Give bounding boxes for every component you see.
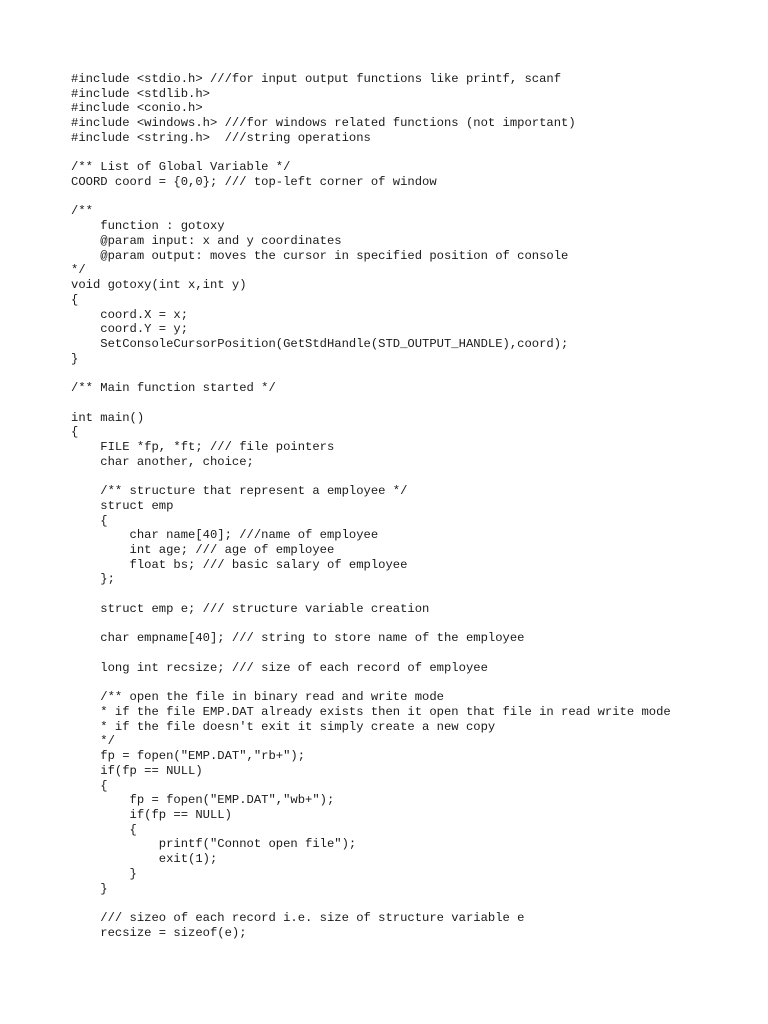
code-line [71, 469, 671, 484]
code-line: * if the file doesn't exit it simply create a new copy [71, 719, 496, 734]
code-line: /** [71, 204, 93, 219]
code-line: { [71, 292, 79, 307]
code-line [71, 190, 671, 205]
code-line: { [71, 778, 108, 793]
code-line [71, 646, 671, 661]
code-line: @param input: x and y coordinates [71, 233, 342, 248]
code-line: } [71, 881, 108, 896]
code-line [71, 896, 671, 911]
code-line: coord.X = x; [71, 307, 189, 322]
code-line: @param output: moves the cursor in specified position of console [71, 248, 569, 263]
code-line: /** open the file in binary read and write mode [71, 690, 444, 705]
code-line: /** Main function started */ [71, 381, 276, 396]
code-line: */ [71, 734, 115, 749]
code-line: exit(1); [71, 852, 218, 867]
code-line: int main() [71, 410, 145, 425]
code-line: #include <conio.h> [71, 101, 203, 116]
code-line: { [71, 425, 79, 440]
code-line: * if the file EMP.DAT already exists then it open that file in read write mode [71, 704, 671, 719]
code-line [71, 146, 671, 161]
code-line: struct emp e; /// structure variable creation [71, 601, 430, 616]
code-line [71, 617, 671, 632]
code-line: float bs; /// basic salary of employee [71, 557, 408, 572]
code-line: #include <windows.h> ///for windows related functions (not important) [71, 116, 576, 131]
code-line: { [71, 822, 137, 837]
code-line: SetConsoleCursorPosition(GetStdHandle(STD_OUTPUT_HANDLE),coord); [71, 336, 569, 351]
code-line: COORD coord = {0,0}; /// top-left corner of window [71, 175, 437, 190]
code-line: FILE *fp, *ft; /// file pointers [71, 439, 335, 454]
code-line: if(fp == NULL) [71, 807, 232, 822]
code-line: char name[40]; ///name of employee [71, 528, 379, 543]
code-line: /// sizeo of each record i.e. size of structure variable e [71, 910, 525, 925]
code-line: struct emp [71, 498, 174, 513]
code-line: #include <string.h> ///string operations [71, 130, 371, 145]
code-line: recsize = sizeof(e); [71, 925, 247, 940]
code-line: printf("Connot open file"); [71, 837, 357, 852]
code-line: coord.Y = y; [71, 322, 189, 337]
code-line: #include <stdio.h> ///for input output functions like printf, scanf [71, 72, 562, 86]
code-line: } [71, 351, 79, 366]
code-line [71, 366, 671, 381]
code-line: fp = fopen("EMP.DAT","wb+"); [71, 793, 335, 808]
code-line: fp = fopen("EMP.DAT","rb+"); [71, 749, 306, 764]
code-line: function : gotoxy [71, 219, 225, 234]
code-line: char another, choice; [71, 454, 254, 469]
code-line [71, 587, 671, 602]
code-line: }; [71, 572, 115, 587]
code-line: } [71, 866, 137, 881]
code-line: /** structure that represent a employee */ [71, 484, 408, 499]
code-line [71, 396, 671, 411]
code-line: void gotoxy(int x,int y) [71, 278, 247, 293]
code-line: */ [71, 263, 86, 278]
code-line: long int recsize; /// size of each record of employee [71, 660, 488, 675]
code-line: if(fp == NULL) [71, 763, 203, 778]
code-line: #include <stdlib.h> [71, 86, 210, 101]
code-line [71, 675, 671, 690]
code-listing [71, 72, 671, 940]
code-line: char empname[40]; /// string to store name of the employee [71, 631, 525, 646]
code-line: int age; /// age of employee [71, 543, 335, 557]
code-line: /** List of Global Variable */ [71, 160, 291, 175]
code-line: { [71, 513, 108, 528]
